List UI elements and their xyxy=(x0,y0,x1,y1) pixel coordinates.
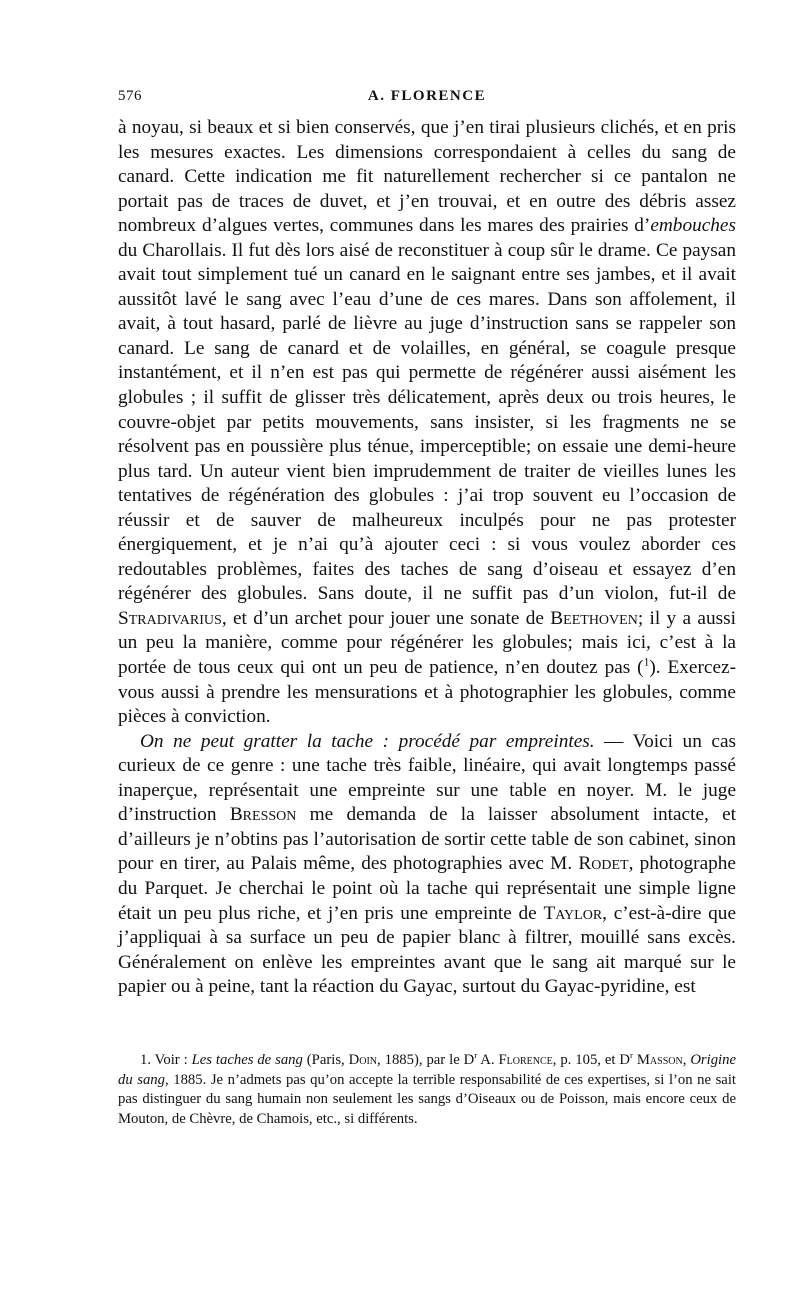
footnotes xyxy=(118,1051,736,1129)
text-run: ). Exercez-vous aussi à prendre les mensurations et à photographier les globules, comme pièces à conviction. xyxy=(118,657,736,728)
small-caps-name: Florence xyxy=(498,1052,553,1068)
small-caps-name: Taylor xyxy=(543,902,603,924)
text-run: , 1885. Je n’admets pas qu’on accepte la terrible responsabilité de ces expertises, si l’on ne sait pas distinguer du sang humain non seulement les sangs d’Oiseaux ou de Poisson, mais encore ceux de Mouton, de Chèvre, de Chamois, etc., si différents. xyxy=(118,1071,736,1127)
paragraph-2 xyxy=(118,730,736,1000)
text-run: 1. Voir : xyxy=(140,1052,192,1068)
text-run: , photographe du Parquet. Je cherchai le point où la tache qui représentait une simple ligne était un peu plus riche, et j’en pris une empreinte de xyxy=(118,853,736,924)
text-run: du Charollais. Il fut dès lors aisé de reconstituer à coup sûr le drame. Ce paysan avait tout simplement tué un canard en le saignant entre ses jambes, et il avait aussitôt lavé le sang avec l’eau d’une de ces mares. Dans son affolement, il avait, à tout hasard, parlé de lièvre au juge d’instruction sans se rappeler son canard. Le sang de canard et de volailles, en général, se coagule presque instantément, et il n’en est pas qui permette de régénérer aussi aisément les globules ; il suffit de glisser très délicatement, après deux ou trois heures, le couvre-objet par petits mouvements, sans insister, si les fragments ne se résolvent pas en poussière plus ténue, imperceptible; on essaie une demi-heure plus tard. Un auteur vient bien imprudemment de traiter de vieilles lunes les tentatives de régénération des globules : j’ai trop souvent eu l’occasion de réussir et de sauver de malheureux inculpés pour ne pas protester énergiquement, et je n’ai qu’à ajouter ceci : si vous voulez aborder ces redoutables problèmes, faites des taches de sang d’oiseau et essayez d’en régénérer des globules. Sans doute, il ne suffit pas d’un violon, fut-il de xyxy=(118,239,736,605)
small-caps-name: Doin xyxy=(348,1052,378,1068)
italic-term: embouches xyxy=(650,215,736,237)
small-caps-name: Beethoven xyxy=(550,607,638,629)
running-title: A. FLORENCE xyxy=(367,88,487,104)
text-run: , p. 105, et D xyxy=(552,1052,630,1068)
small-caps-name: Stradivarius xyxy=(118,607,222,629)
text-run: à noyau, si beaux et si bien conservés, que j’en tirai plusieurs clichés, et en pris les mesures exactes. Les dimensions correspondaient à celles du sang de canard. Cette indication me fit naturellement rechercher si ce pantalon ne portait pas de traces de duvet, et j’en trouvai, et en outre des débris assez nombreux d’algues vertes, communes dans les mares des prairies d’ xyxy=(118,117,736,237)
italic-title: Origine du sang xyxy=(118,1052,737,1088)
small-caps-name: Bresson xyxy=(229,804,297,826)
italic-title: Les taches de sang xyxy=(191,1052,303,1068)
superscript: r xyxy=(474,1050,478,1061)
text-run: , et d’un archet pour jouer une sonate de xyxy=(221,607,551,629)
page-header xyxy=(118,88,736,112)
small-caps-name: Masson xyxy=(636,1052,683,1068)
paragraph-1 xyxy=(118,116,736,730)
body-text xyxy=(118,116,736,1000)
superscript: r xyxy=(630,1050,633,1061)
footnote-ref: 1 xyxy=(643,655,650,669)
page-number: 576 xyxy=(118,88,142,104)
section-heading: On ne peut gratter la tache : procédé par empreintes. xyxy=(140,730,595,752)
text-run: , xyxy=(682,1052,691,1068)
text-run: , c’est-à-dire que j’appliquai à sa surface un peu de papier blanc à filtrer, mouillé sans excès. Généralement on enlève les empreintes avant que le sang ait marqué sur le papier ou à peine, tant la réaction du Gayac, surtout du Gayac-pyridine, est xyxy=(118,902,737,998)
footnote-1 xyxy=(118,1051,736,1129)
text-run: — Voici un cas curieux de ce genre : une tache très faible, linéaire, qui avait longtemps passé inaperçue, représentait une empreinte sur une table en noyer. M. le juge d’instruction xyxy=(118,730,737,826)
text-run: A. xyxy=(477,1052,499,1068)
text-run: , 1885), par le D xyxy=(377,1052,475,1068)
text-run: ; il y a aussi un peu la manière, comme pour régénérer les globules; mais ici, c’est à la portée de tous ceux qui ont un peu de patience, n’en doutez pas ( xyxy=(118,607,736,679)
text-run: (Paris, xyxy=(302,1052,349,1068)
small-caps-name: Rodet xyxy=(578,853,629,875)
text-run: me demanda de la laisser absolument intacte, et d’ailleurs je n’obtins pas l’autorisation de sortir cette table de son cabinet, sinon pour en tirer, au Palais même, des photographies avec M. xyxy=(118,804,736,875)
